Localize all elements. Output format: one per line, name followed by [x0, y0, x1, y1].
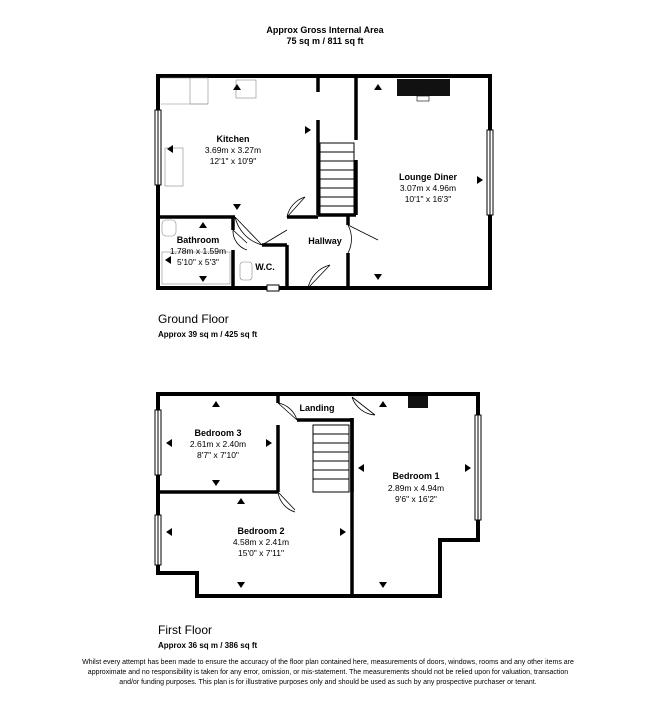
room-name-kitchen: Kitchen: [216, 134, 250, 144]
area-header-line2: 75 sq m / 811 sq ft: [286, 36, 364, 46]
door-swing-front: [308, 265, 330, 288]
room-metric-bathroom: 1.78m x 1.59m: [169, 246, 227, 256]
room-name-bedroom2: Bedroom 2: [237, 526, 285, 536]
room-imperial-bedroom3: 8'7" x 7'10": [197, 450, 239, 460]
door-swing-bedroom2: [278, 492, 295, 512]
room-imperial-bedroom1: 9'6" x 16'2": [395, 494, 437, 504]
room-imperial-lounge: 10'1" x 16'3": [404, 194, 452, 204]
room-imperial-bedroom2: 15'0" x 7'11": [238, 548, 284, 558]
door-swing-bedroom3: [278, 403, 297, 420]
room-imperial-bathroom: 5'10" x 5'3": [177, 257, 219, 267]
first-floor-area: Approx 36 sq m / 386 sq ft: [158, 641, 258, 650]
ground-floor-plan: [155, 76, 493, 291]
door-swing-kitchen-hall: [287, 197, 305, 217]
first-stairs: [313, 425, 349, 492]
kitchen-fittings: [161, 78, 256, 186]
ground-floor-area: Approx 39 sq m / 425 sq ft: [158, 330, 258, 339]
room-name-bedroom3: Bedroom 3: [194, 428, 242, 438]
room-metric-bedroom2: 4.58m x 2.41m: [232, 537, 290, 547]
first-floor-plan: [155, 394, 481, 596]
room-name-bathroom: Bathroom: [176, 235, 220, 245]
door-swing-wc: [262, 230, 287, 245]
ground-floor-title: Ground Floor: [158, 312, 229, 326]
door-swing-lounge: [348, 225, 378, 253]
ground-stairs: [320, 143, 354, 215]
door-swing-kitchen: [235, 217, 262, 245]
disclaimer-text: Whilst every attempt has been made to ensure the accuracy of the floor plan contained here, measurements of doors, windows, rooms and any other items are approximate and no responsibility is taken for any error, omission, or mis-statement. The measurements should not be relied upon for valuation, transaction and/or funding purposes. This plan is for illustrative purposes only and should be used as such by any prospective purchaser or tenant.: [82, 659, 574, 686]
room-metric-bedroom3: 2.61m x 2.40m: [189, 439, 247, 449]
chimney-breast-ground: [397, 79, 450, 96]
chimney-breast-first: [408, 396, 428, 408]
room-imperial-kitchen: 12'1" x 10'9": [209, 156, 257, 166]
room-name-hallway: Hallway: [308, 236, 342, 246]
window-wc-bottom: [267, 285, 279, 291]
room-name-bedroom1: Bedroom 1: [392, 471, 440, 481]
door-swing-bedroom1: [352, 397, 375, 415]
room-metric-lounge: 3.07m x 4.96m: [399, 183, 457, 193]
first-floor-title: First Floor: [158, 623, 212, 637]
room-name-lounge: Lounge Diner: [399, 172, 457, 182]
room-metric-kitchen: 3.69m x 3.27m: [204, 145, 262, 155]
door-swing-bathroom: [233, 230, 247, 250]
room-name-wc: W.C.: [255, 262, 275, 272]
room-metric-bedroom1: 2.89m x 4.94m: [387, 483, 445, 493]
room-name-landing: Landing: [299, 403, 335, 413]
area-header-line1: Approx Gross Internal Area: [266, 25, 384, 35]
